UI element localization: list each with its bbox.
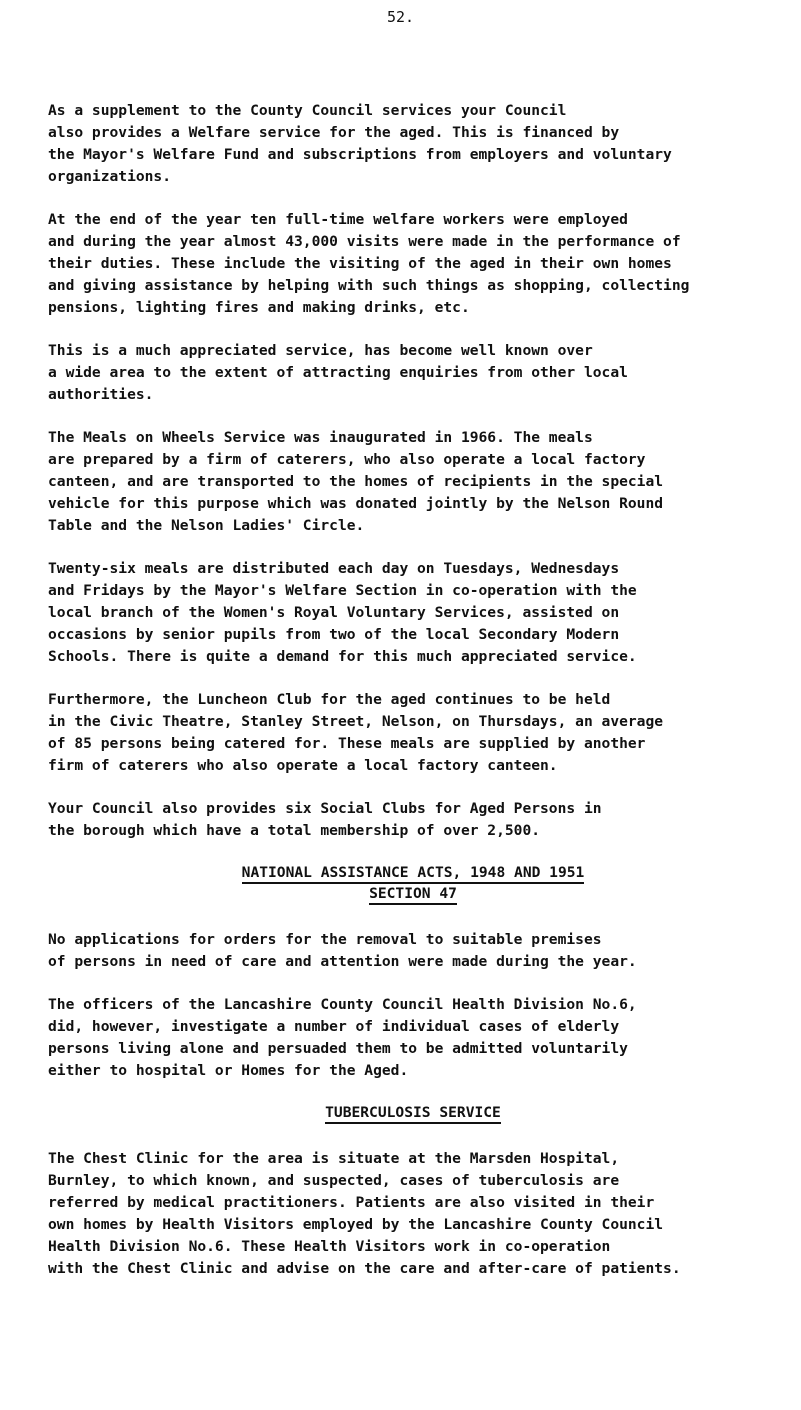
heading-national-assistance-acts — [48, 863, 778, 884]
heading-tuberculosis-service — [48, 1103, 778, 1124]
document-body — [48, 100, 778, 1301]
text-line: did, however, investigate a number of individual cases of elderly — [48, 1018, 620, 1035]
text-line: firm of caterers who also operate a local factory canteen. — [48, 757, 558, 774]
text-line: of persons in need of care and attention were made during the year. — [48, 953, 637, 970]
paragraph-appreciated-service — [48, 340, 778, 406]
text-line: Table and the Nelson Ladies' Circle. — [48, 517, 365, 534]
text-line: the Mayor's Welfare Fund and subscriptions from employers and voluntary — [48, 146, 672, 163]
text-line: also provides a Welfare service for the aged. This is financed by — [48, 124, 620, 141]
paragraph-luncheon-club — [48, 689, 778, 777]
text-line: pensions, lighting fires and making drinks, etc. — [48, 299, 470, 316]
paragraph-officers-investigate — [48, 994, 778, 1082]
section-heading-tuberculosis — [48, 1103, 778, 1124]
text-line: a wide area to the extent of attracting enquiries from other local — [48, 364, 628, 381]
text-line: and giving assistance by helping with such things as shopping, collecting — [48, 277, 690, 294]
text-line: canteen, and are transported to the homes of recipients in the special — [48, 473, 664, 490]
heading-text: NATIONAL ASSISTANCE ACTS, 1948 AND 1951 — [242, 864, 585, 884]
text-line: own homes by Health Visitors employed by the Lancashire County Council — [48, 1216, 664, 1233]
paragraph-welfare-supplement — [48, 100, 778, 188]
text-line: Health Division No.6. These Health Visitors work in co-operation — [48, 1238, 611, 1255]
text-line: of 85 persons being catered for. These meals are supplied by another — [48, 735, 646, 752]
text-line: Twenty-six meals are distributed each day on Tuesdays, Wednesdays — [48, 560, 620, 577]
text-line: Schools. There is quite a demand for this much appreciated service. — [48, 648, 637, 665]
text-line: local branch of the Women's Royal Voluntary Services, assisted on — [48, 604, 620, 621]
text-line: in the Civic Theatre, Stanley Street, Nelson, on Thursdays, an average — [48, 713, 664, 730]
paragraph-meals-distribution — [48, 558, 778, 668]
paragraph-meals-on-wheels — [48, 427, 778, 537]
heading-text: SECTION 47 — [369, 885, 457, 905]
section-heading-national-assistance — [48, 863, 778, 905]
text-line: The Chest Clinic for the area is situate at the Marsden Hospital, — [48, 1150, 620, 1167]
text-line: referred by medical practitioners. Patients are also visited in their — [48, 1194, 655, 1211]
text-line: their duties. These include the visiting of the aged in their own homes — [48, 255, 672, 272]
heading-text: TUBERCULOSIS SERVICE — [325, 1104, 501, 1124]
text-line: This is a much appreciated service, has become well known over — [48, 342, 593, 359]
text-line: Furthermore, the Luncheon Club for the aged continues to be held — [48, 691, 611, 708]
text-line: Your Council also provides six Social Clubs for Aged Persons in — [48, 800, 602, 817]
text-line: either to hospital or Homes for the Aged. — [48, 1062, 409, 1079]
text-line: and Fridays by the Mayor's Welfare Section in co-operation with the — [48, 582, 637, 599]
heading-section-47 — [48, 884, 778, 905]
text-line: The officers of the Lancashire County Council Health Division No.6, — [48, 996, 637, 1013]
text-line: organizations. — [48, 168, 172, 185]
page-number: 52. — [386, 8, 415, 26]
text-line: persons living alone and persuaded them to be admitted voluntarily — [48, 1040, 628, 1057]
text-line: occasions by senior pupils from two of the local Secondary Modern — [48, 626, 620, 643]
text-line: Burnley, to which known, and suspected, cases of tuberculosis are — [48, 1172, 620, 1189]
text-line: No applications for orders for the removal to suitable premises — [48, 931, 602, 948]
text-line: The Meals on Wheels Service was inaugurated in 1966. The meals — [48, 429, 593, 446]
paragraph-no-applications — [48, 929, 778, 973]
text-line: with the Chest Clinic and advise on the care and after-care of patients. — [48, 1260, 681, 1277]
text-line: At the end of the year ten full-time welfare workers were employed — [48, 211, 628, 228]
text-line: authorities. — [48, 386, 154, 403]
text-line: As a supplement to the County Council services your Council — [48, 102, 567, 119]
paragraph-chest-clinic — [48, 1148, 778, 1280]
text-line: vehicle for this purpose which was donated jointly by the Nelson Round — [48, 495, 664, 512]
paragraph-social-clubs — [48, 798, 778, 842]
text-line: the borough which have a total membership of over 2,500. — [48, 822, 541, 839]
text-line: and during the year almost 43,000 visits were made in the performance of — [48, 233, 681, 250]
paragraph-welfare-workers — [48, 209, 778, 319]
text-line: are prepared by a firm of caterers, who also operate a local factory — [48, 451, 646, 468]
